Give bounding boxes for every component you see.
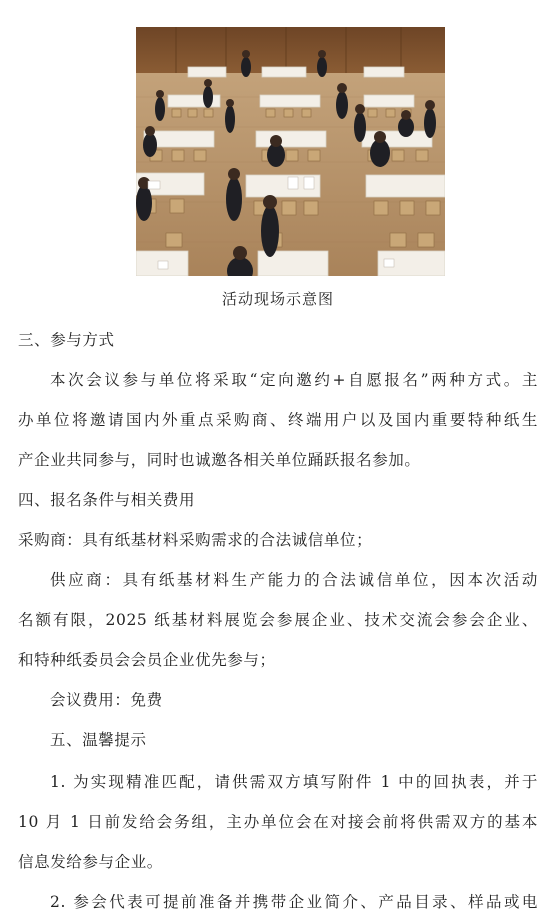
paragraph-line: 1. 为实现精准匹配，请供需双方填写附件 1 中的回执表，并于 bbox=[50, 773, 538, 791]
paragraph-line: 名额有限，2025 纸基材料展览会参展企业、技术交流会参会企业、 bbox=[18, 611, 538, 629]
paragraph-line: 办单位将邀请国内外重点采购商、终端用户以及国内重要特种纸生 bbox=[18, 411, 538, 429]
paragraph-line: 2. 参会代表可提前准备并携带企业简介、产品目录、样品或电 bbox=[50, 893, 538, 911]
meeting-room-photo bbox=[136, 27, 445, 276]
section-3-title: 三、参与方式 bbox=[18, 331, 115, 349]
paragraph-line: 和特种纸委员会会员企业优先参与； bbox=[18, 651, 276, 669]
paragraph-line: 信息发给参与企业。 bbox=[18, 853, 163, 871]
section-5-title: 五、温馨提示 bbox=[50, 731, 147, 749]
paragraph-line: 本次会议参与单位将采取“定向邀约+自愿报名”两种方式。主 bbox=[50, 371, 538, 389]
section-4-title: 四、报名条件与相关费用 bbox=[18, 491, 196, 509]
paragraph-line: 产企业共同参与，同时也诚邀各相关单位踊跃报名参加。 bbox=[18, 451, 421, 469]
paragraph-line: 10 月 1 日前发给会务组，主办单位会在对接会前将供需双方的基本 bbox=[18, 813, 538, 831]
figure-caption: 活动现场示意图 bbox=[221, 290, 334, 308]
buyer-condition: 采购商：具有纸基材料采购需求的合法诚信单位； bbox=[18, 531, 373, 549]
paragraph-line: 供应商：具有纸基材料生产能力的合法诚信单位，因本次活动 bbox=[50, 571, 538, 589]
meeting-fee: 会议费用：免费 bbox=[50, 691, 163, 709]
